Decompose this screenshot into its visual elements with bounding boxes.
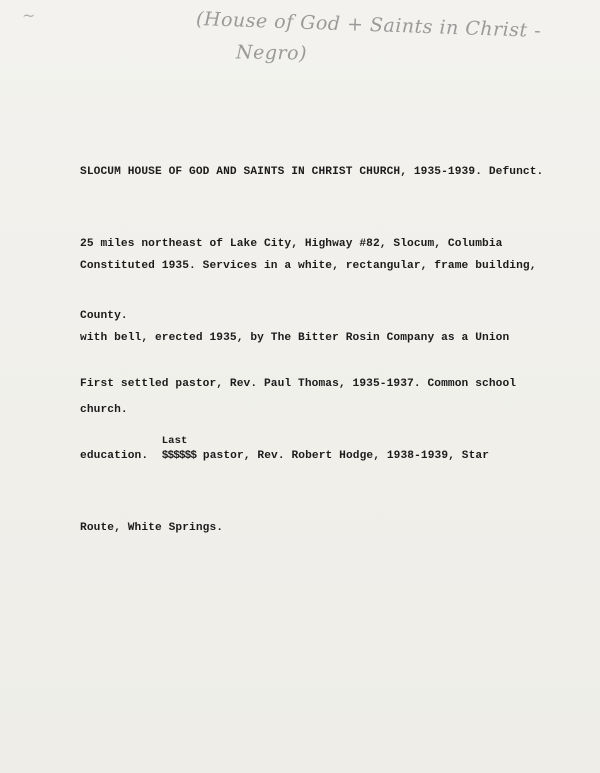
paragraph3-line1: First settled pastor, Rev. Paul Thomas, 1935-1937. Common school [80, 378, 517, 390]
corner-pencil-mark: ~ [22, 6, 36, 25]
paragraph3-line2-end: pastor, Rev. Robert Hodge, 1938-1939, Star [196, 450, 490, 462]
struck-word [161, 435, 197, 468]
handwritten-note-line-1: (House of God + Saints in Christ - [195, 7, 542, 43]
paragraph2-line3: church. [80, 404, 128, 416]
paragraph3-line3: Route, White Springs. [80, 522, 224, 534]
paragraph1-line1: SLOCUM HOUSE OF GOD AND SAINTS IN CHRIST CHURCH, 1935-1939. Defunct. [80, 166, 544, 178]
paragraph3-line2 [80, 435, 560, 468]
struck-text: $$$$$$ [161, 450, 197, 462]
paragraph3-line2-start: education. [80, 450, 162, 462]
paragraph2-line2: with bell, erected 1935, by The Bitter Rosin Company as a Union [80, 332, 510, 344]
paragraph1-line2: 25 miles northeast of Lake City, Highway #82, Slocum, Columbia [80, 238, 503, 250]
inserted-word: Last [161, 435, 188, 447]
handwritten-note-line-2: Negro) [235, 41, 308, 65]
paragraph2-line1: Constituted 1935. Services in a white, rectangular, frame building, [80, 260, 537, 272]
paragraph-pastors [80, 324, 560, 588]
paragraph1-line3: County. [80, 310, 128, 322]
